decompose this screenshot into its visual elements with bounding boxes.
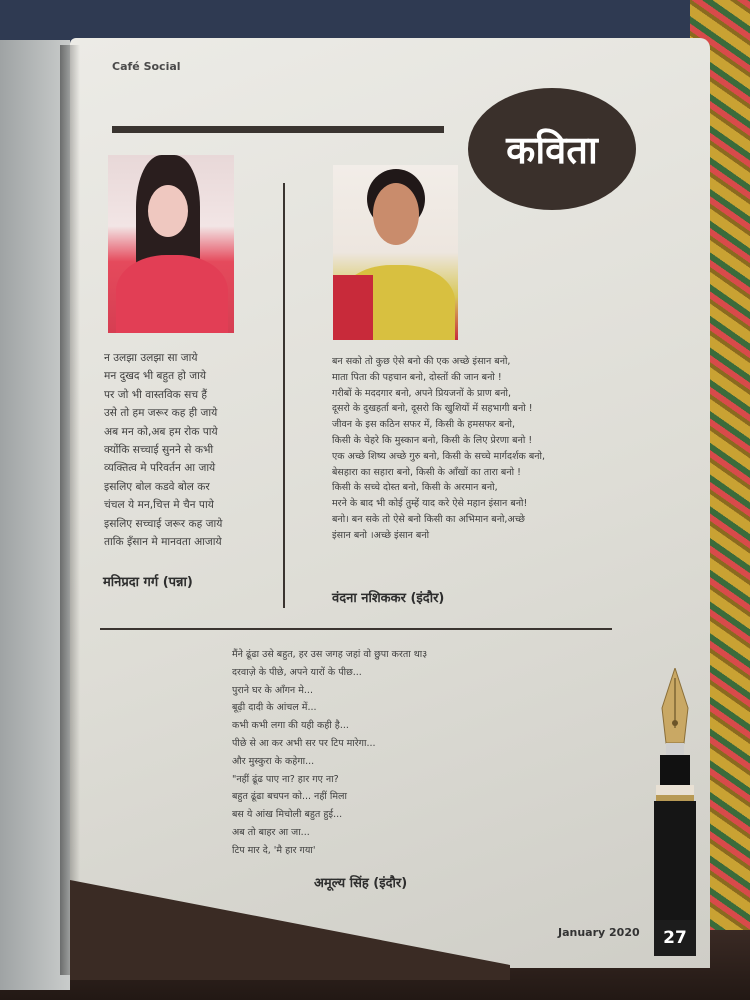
issue-date: January 2020 (558, 926, 640, 939)
column-divider (283, 183, 285, 608)
poem-line: इसलिए सच्चाई जरूर कह जाये (104, 517, 223, 530)
poem-line: किसी के सच्चे दोस्त बनो, किसी के अरमान बनो, (332, 482, 498, 494)
poem-line: पर जो भी वास्तविक सच हैं (104, 388, 208, 401)
poem-line: बस ये आंख मिचोली बहुत हुई... (232, 809, 343, 821)
poem-line: मरने के बाद भी कोई तुम्हें याद करे ऐसे महान इंसान बनो! (332, 498, 528, 510)
poem-line: जीवन के इस कठिन सफर में, किसी के हमसफर बनो, (332, 419, 515, 431)
face-shape (373, 183, 419, 245)
poem-line: पुराने घर के आँगन मे... (232, 684, 313, 696)
poem-line: "नहीं ढूंढ पाए ना? हार गए ना? (232, 773, 339, 785)
poem-line: मन दुखद भी बहुत हो जाये (104, 370, 206, 383)
author-name-bottom: अमूल्य सिंह (इंदौर) (314, 876, 408, 891)
poem-line: गरीबों के मददगार बनो, अपने प्रियजनों के प्राण बनो, (332, 387, 511, 399)
poem-line: टिप मार दे, 'मै हार गया' (232, 844, 316, 856)
section-divider (100, 628, 612, 630)
author-name-left: मनिप्रदा गर्ग (पन्ना) (103, 575, 193, 590)
poem-line: ताकि इँसान मे मानवता आजाये (104, 536, 222, 549)
poem-line: बन सको तो कुछ ऐसे बनो की एक अच्छे इंसान बनो, (332, 356, 511, 367)
author-name-right: वंदना नशिककर (इंदौर) (332, 591, 445, 606)
poem-left (104, 349, 222, 551)
poem-line: मैंने ढूंढा उसे बहुत, हर उस जगह जहां वो छुपा करता था३ (232, 649, 428, 660)
poem-line: बेसहारा का सहारा बनो, किसी के आँखों का तारा बनो ! (332, 466, 521, 478)
poem-line: किसी के चेहरे कि मुस्कान बनो, किसी के लिए प्रेरणा बनो ! (332, 434, 533, 446)
poem-line: बूढ़ी दादी के आंचल में... (232, 702, 317, 714)
poem-bottom (232, 646, 427, 860)
sari-shape (333, 275, 373, 340)
poem-line: माता पिता की पहचान बनो, दोस्तों की जान बनो ! (332, 371, 502, 383)
poem-line: दूसरो के दुखहर्ता बनो, दूसरो कि खुशियों में सहभागी बनो ! (332, 403, 533, 415)
section-label: Café Social (112, 60, 181, 73)
page-number: 27 (654, 920, 696, 956)
author-photo-right (333, 165, 458, 340)
poem-line: कभी कभी लगा की यही कही है... (232, 720, 349, 732)
title-rule (112, 126, 444, 133)
poem-right (332, 354, 545, 544)
section-title: कविता (468, 88, 636, 210)
poem-line: चंचल ये मन,चित्त मे चैन पाये (104, 499, 214, 512)
poem-line: पीछे से आ कर अभी सर पर टिप मारेगा... (232, 737, 376, 749)
poem-line: अब मन को,अब हम रोक पाये (104, 425, 218, 438)
poem-line: अब तो बाहर आ जा... (232, 826, 310, 838)
poem-line: उसे तो हम जरूर कह ही जाये (104, 407, 218, 420)
poem-line: न उलझा उलझा सा जाये (104, 352, 198, 364)
poem-line: एक अच्छे शिष्य अच्छे गुरु बनो, किसी के सच्चे मार्गदर्शक बनो, (332, 450, 546, 462)
poem-line: दरवाज़े के पीछे, अपने यारों के पीछ... (232, 666, 362, 678)
poem-line: व्यक्तित्व मे परिवर्तन आ जाये (104, 462, 216, 475)
poem-line: और मुस्कुरा के कहेगा... (232, 755, 315, 767)
spine-shadow (60, 45, 80, 975)
poem-line: बनो। बन सके तो ऐसे बनो किसी का अभिमान बनो,अच्छे (332, 513, 525, 525)
body-shape (116, 255, 228, 333)
face-shape (148, 185, 188, 237)
poem-line: क्योंकि सच्चाई सुनने से कभी (104, 444, 214, 457)
poem-line: इसलिए बोल कडवे बोल कर (104, 480, 210, 493)
author-photo-left (108, 155, 234, 333)
fountain-pen-icon (640, 668, 710, 928)
poem-line: बहुत ढूंढा बचपन को... नहीं मिला (232, 791, 347, 803)
poem-line: इंसान बनो ।अच्छे इंसान बनो (332, 529, 430, 541)
